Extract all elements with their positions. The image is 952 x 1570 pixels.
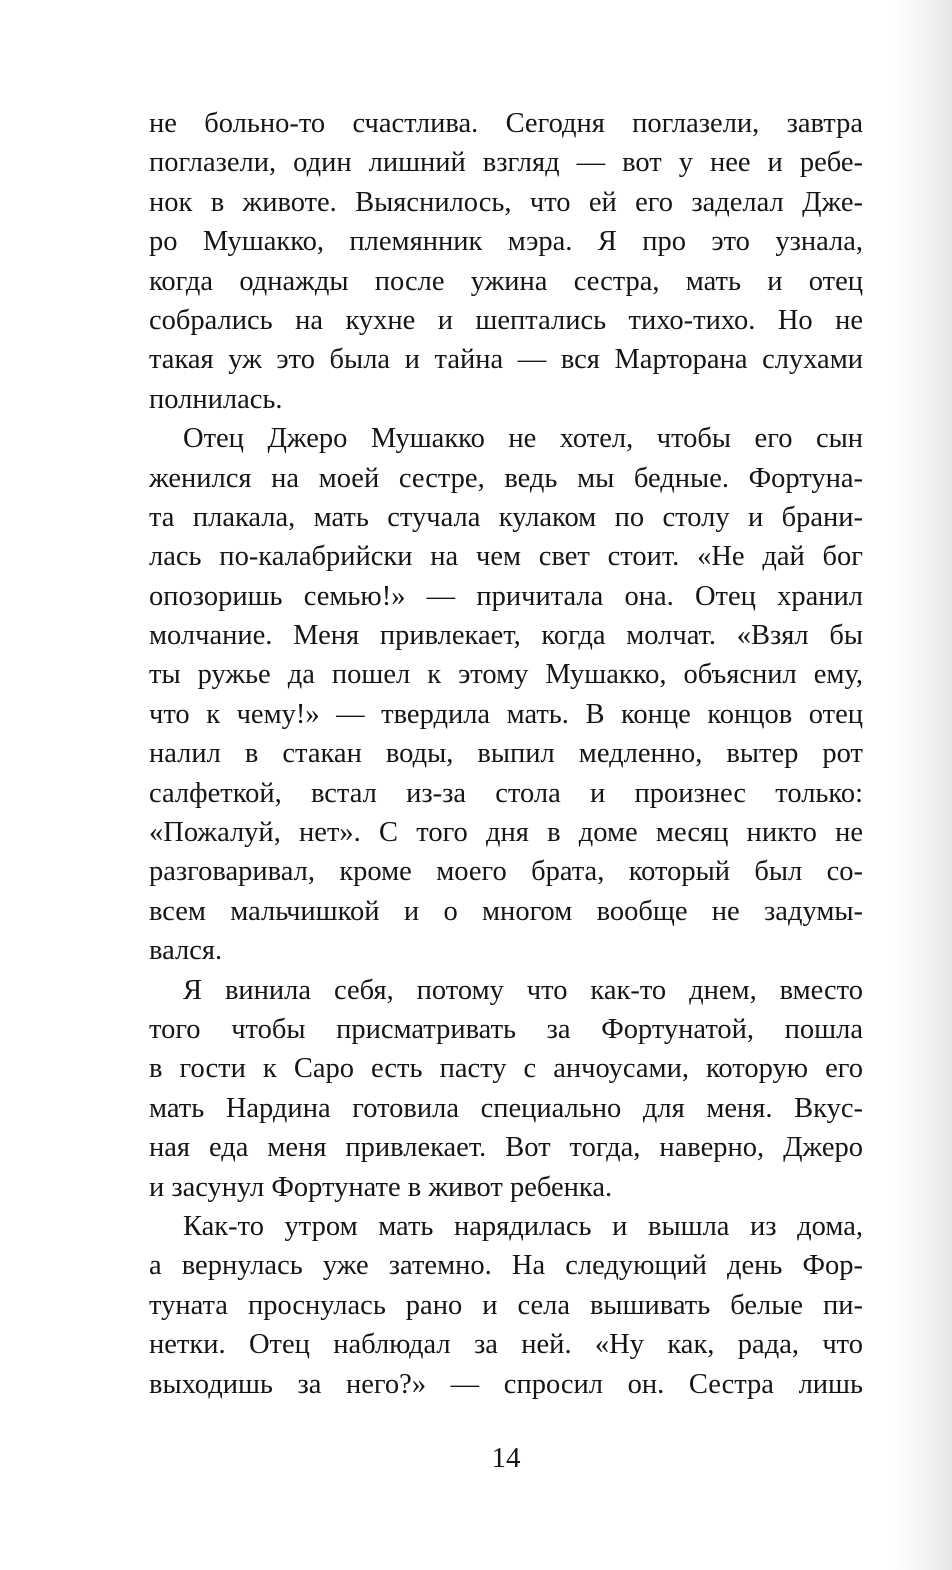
text-line: всем мальчишкой и о многом вообще не задумы- <box>149 895 863 927</box>
text-line: Я винила себя, потому что как-то днем, вместо <box>183 974 863 1006</box>
page-text <box>149 104 863 1404</box>
text-line: молчание. Меня привлекает, когда молчат. «Взял бы <box>149 620 863 652</box>
text-line: в гости к Саро есть пасту с анчоусами, которую его <box>149 1053 863 1085</box>
text-line: выходишь за него?» — спросил он. Сестра лишь <box>149 1368 863 1400</box>
text-line: женился на моей сестре, ведь мы бедные. Фортуна- <box>149 462 863 494</box>
text-line: а вернулась уже затемно. На следующий день Фор- <box>149 1250 863 1282</box>
paragraph <box>149 971 863 1207</box>
text-line: поглазели, один лишний взгляд — вот у нее и ребе- <box>149 147 863 179</box>
text-line: «Пожалуй, нет». С того дня в доме месяц никто не <box>149 817 863 849</box>
text-line: ро Мушакко, племянник мэра. Я про это узнала, <box>149 226 863 258</box>
text-line: мать Нардина готовила специально для меня. Вкус- <box>149 1092 863 1124</box>
text-line: ты ружье да пошел к этому Мушакко, объяснил ему, <box>149 659 863 691</box>
text-line: вался. <box>149 935 223 967</box>
text-line: Как-то утром мать нарядилась и вышла из дома, <box>183 1210 863 1242</box>
text-line: та плакала, мать стучала кулаком по столу и брани- <box>149 501 863 533</box>
text-line: не больно-то счастлива. Сегодня поглазели, завтра <box>149 108 863 139</box>
text-line: Отец Джеро Мушакко не хотел, чтобы его сын <box>183 423 863 455</box>
text-line: салфеткой, встал из-за стола и произнес только: <box>149 777 863 809</box>
text-line: собрались на кухне и шептались тихо-тихо. Но не <box>149 304 863 336</box>
text-line: нетки. Отец наблюдал за ней. «Ну как, рада, что <box>149 1329 863 1361</box>
text-line: такая уж это была и тайна — вся Марторана слухами <box>149 344 863 376</box>
text-line: того чтобы присматривать за Фортунатой, пошла <box>149 1013 863 1045</box>
paragraph <box>149 104 863 419</box>
text-line: и засунул Фортунате в живот ребенка. <box>149 1171 613 1203</box>
text-line: налил в стакан воды, выпил медленно, вытер рот <box>149 738 863 770</box>
text-line: ная еда меня привлекает. Вот тогда, наверно, Джеро <box>149 1132 863 1164</box>
text-line: разговаривал, кроме моего брата, который был со- <box>149 856 863 888</box>
paragraph <box>149 1207 863 1404</box>
paragraph <box>149 419 863 970</box>
text-line: полнилась. <box>149 383 283 415</box>
page-number: 14 <box>491 1442 521 1474</box>
text-line: туната проснулась рано и села вышивать белые пи- <box>149 1289 863 1321</box>
text-line: опозоришь семью!» — причитала она. Отец хранил <box>149 580 863 612</box>
text-line: когда однажды после ужина сестра, мать и отец <box>149 265 863 297</box>
text-line: лась по-калабрийски на чем свет стоит. «Не дай бог <box>149 541 863 573</box>
text-line: нок в животе. Выяснилось, что ей его заделал Дже- <box>149 186 863 218</box>
page-edge-shadow <box>890 0 952 1570</box>
text-line: что к чему!» — твердила мать. В конце концов отец <box>149 698 863 730</box>
